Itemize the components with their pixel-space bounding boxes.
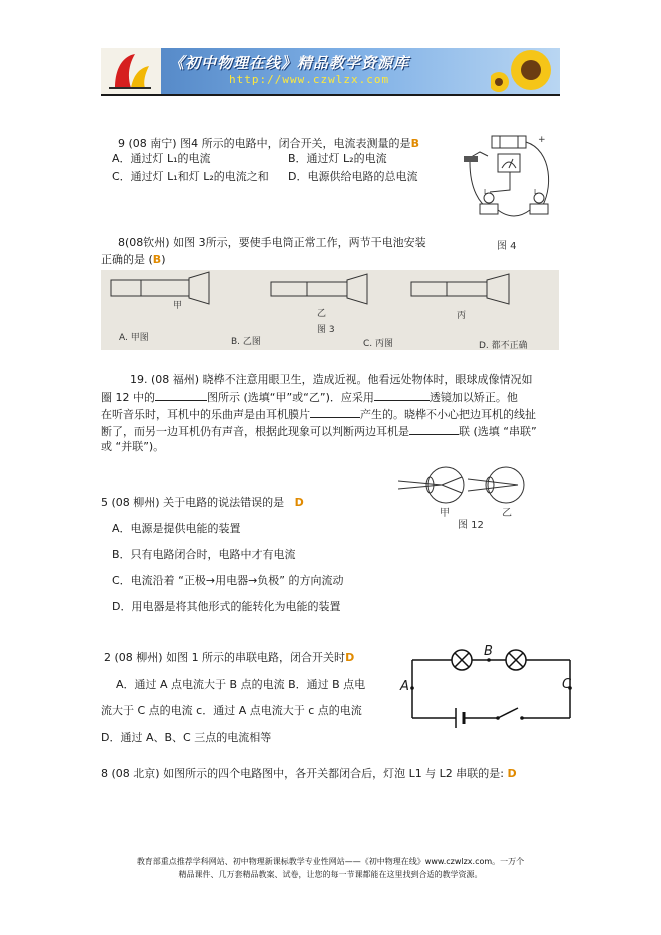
q-fuzhou-line2: 圈 12 中的 图所示 (选填“甲”或“乙”)．应采用 透镜加以矫正。他 — [101, 391, 518, 404]
eye-label-jia: 甲 — [440, 508, 450, 519]
q-beijing-stem: 8 (08 北京) 如图所示的四个电路图中，各开关都闭合后，灯泡 L1 与 L2 串联的是: D — [101, 767, 517, 780]
q-fuzhou-line4: 断了，而另一边耳机仍有声音，根据此现象可以判断两边耳机是 联 (选填 “串联” — [101, 425, 537, 438]
q-liuzhou5-option-d: D．用电器是将其他形式的能转化为电能的装置 — [112, 600, 341, 613]
q-liuzhou5-option-c: C．电流沿着 “正极→用电器→负极” 的方向流动 — [112, 574, 344, 587]
footer-line-2: 精品课件、几万套精品教案、试卷，让您的每一节课都能在这里找到合适的教学资源。 — [178, 870, 483, 879]
photo-label-jia: 甲 — [173, 301, 183, 311]
header-banner — [101, 48, 560, 94]
q-fuzhou-line3: 在听音乐时，耳机中的乐曲声是由耳机膜片 产生的。晓桦不小心把边耳机的线扯 — [101, 408, 536, 421]
q-liuzhou5-option-a: A．电源是提供电能的装置 — [112, 522, 241, 535]
q-nanning-option-c: C．通过灯 L₁和灯 L₂的电流之和 — [112, 170, 269, 183]
q-qinzhou-stem: 8(08钦州) 如图 3所示，要使手电筒正常工作，两节干电池安装 — [118, 236, 426, 249]
q-qinzhou-answer: B — [152, 253, 162, 266]
svg-text:+: + — [538, 135, 546, 145]
figure-3-photo — [101, 270, 559, 350]
photo-option-a: A. 甲图 — [119, 333, 149, 343]
photo-label-yi: 乙 — [317, 309, 327, 319]
q-nanning-answer: B — [410, 137, 419, 150]
blank-1 — [155, 389, 207, 401]
photo-option-c: C. 丙图 — [363, 339, 394, 349]
photo-figure-label: 图 3 — [317, 325, 335, 335]
blank-3 — [310, 406, 360, 418]
banner-title: 《初中物理在线》精品教学资源库 — [169, 54, 410, 72]
q-qinzhou-line2: 正确的是 (B) — [101, 253, 166, 266]
q-nanning-stem: 9 (08 南宁) 图4 所示的电路中，闭合开关，电流表测量的是B — [118, 137, 419, 150]
blank-2 — [374, 389, 430, 401]
figure-4-label: 图 4 — [497, 241, 517, 252]
eye-label-yi: 乙 — [502, 508, 512, 519]
eye-figure-12 — [398, 463, 548, 515]
circuit-point-c: C — [562, 677, 572, 692]
svg-text:L: L — [534, 188, 538, 196]
q-liuzhou5-answer: D — [294, 496, 304, 509]
q-liuzhou2-stem: 2 (08 柳州) 如图 1 所示的串联电路，闭合开关时D — [104, 651, 355, 664]
figure-12-label: 图 12 — [458, 520, 484, 531]
q-nanning-option-d: D．电源供给电路的总电流 — [288, 170, 418, 183]
q-nanning-option-b: B．通过灯 L₂的电流 — [288, 152, 387, 165]
photo-option-d: D. 都不正确 — [479, 341, 528, 351]
blank-4 — [409, 423, 459, 435]
q-liuzhou5-option-b: B．只有电路闭合时，电路中才有电流 — [112, 548, 296, 561]
q-fuzhou-line5: 或 “并联”)。 — [101, 440, 165, 453]
svg-text:L: L — [484, 188, 488, 196]
banner-url[interactable]: http://www.czwlzx.com — [229, 73, 390, 86]
photo-option-b: B. 乙图 — [231, 337, 261, 347]
photo-label-bing: 丙 — [457, 311, 467, 321]
q-liuzhou2-line-d: D．通过 A、B、C 三点的电流相等 — [101, 731, 272, 744]
q-fuzhou-line1: 19. (08 福州) 晓桦不注意用眼卫生，造成近视。他看远处物体时，眼球成像情况如 — [130, 373, 533, 386]
circuit-point-a: A — [400, 679, 409, 694]
q-liuzhou2-answer: D — [345, 651, 355, 664]
q-beijing-answer: D — [507, 767, 517, 780]
header-rule — [101, 94, 560, 96]
q-liuzhou2-line-a: A．通过 A 点电流大于 B 点的电流 B．通过 B 点电 — [116, 678, 366, 691]
logo-icon — [101, 48, 161, 94]
circuit-point-b: B — [484, 644, 493, 659]
sunflower-icon — [491, 48, 560, 94]
circuit-figure-4 — [460, 130, 560, 228]
q-liuzhou2-line-b: 流大于 C 点的电流 c．通过 A 点电流大于 c 点的电流 — [101, 704, 362, 717]
q-liuzhou5-stem: 5 (08 柳州) 关于电路的说法错误的是 D — [101, 496, 304, 509]
q-nanning-option-a: A．通过灯 L₁的电流 — [112, 152, 211, 165]
footer-line-1: 教育部重点推荐学科网站、初中物理新课标教学专业性网站——《初中物理在线》www.czwlzx.com。一万个 — [136, 857, 525, 866]
